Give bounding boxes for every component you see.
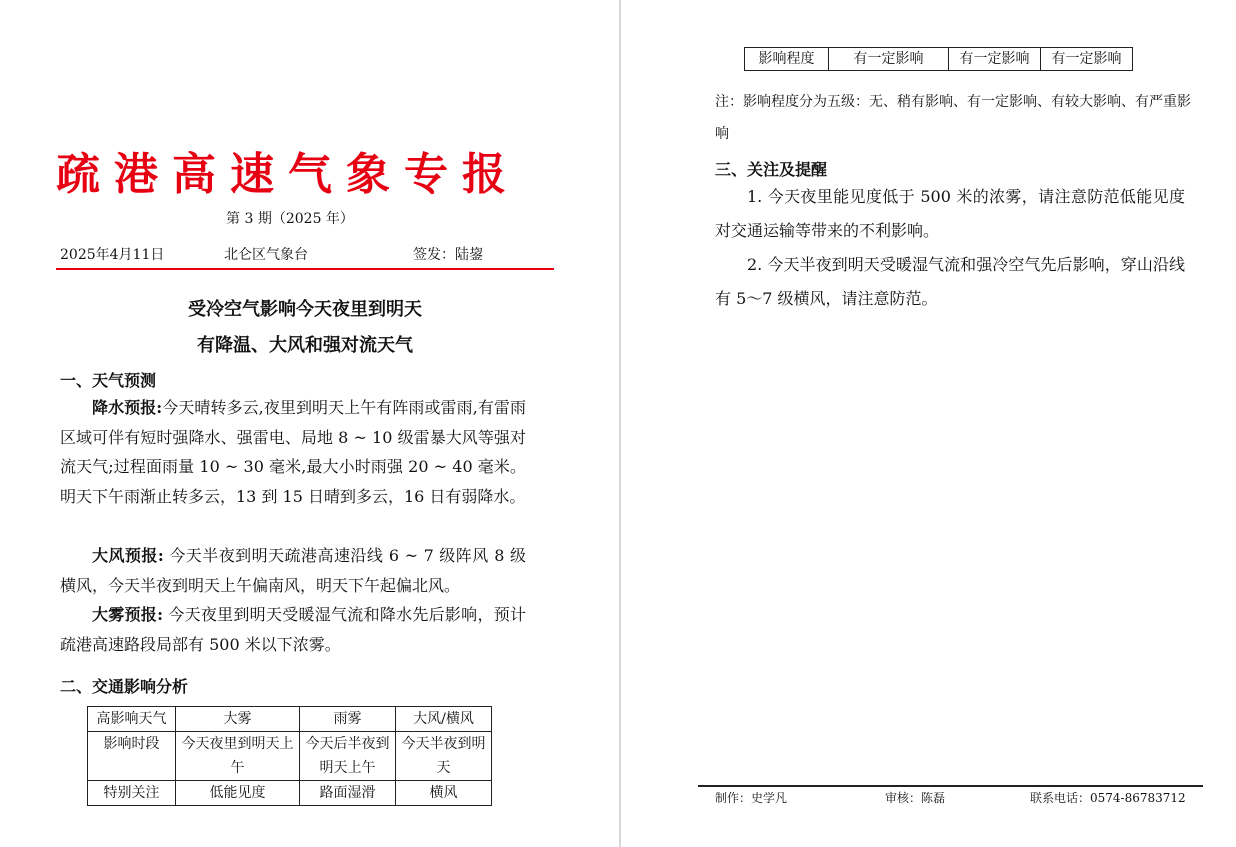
table-header-cell: 大风/横风 <box>396 707 492 732</box>
report-signer: 签发：陆鋆 <box>413 247 483 263</box>
section2-heading: 二、交通影响分析 <box>60 677 189 696</box>
wind-label: 大风预报: <box>92 546 164 565</box>
table-cell: 低能见度 <box>176 781 300 806</box>
page-right <box>622 0 1236 847</box>
fog-text: 今天夜里到明天受暖湿气流和降水先后影响，预计疏港高速路段局部有 500 米以下浓雾。 <box>60 605 526 654</box>
table-cell: 今天半夜到明天 <box>396 732 492 781</box>
report-agency: 北仑区气象台 <box>224 247 308 263</box>
table-header-cell: 雨雾 <box>300 707 396 732</box>
page-divider <box>619 0 621 847</box>
fog-forecast <box>60 600 526 659</box>
table-cell: 今天后半夜到明天上午 <box>300 732 396 781</box>
table-cell: 有一定影响 <box>829 48 949 71</box>
issue-number: 第 3 期（2025 年） <box>226 211 354 227</box>
table-cell: 特别关注 <box>88 781 176 806</box>
wind-text: 今天半夜到明天疏港高速沿线 6 ~ 7 级阵风 8 级横风，今天半夜到明天上午偏南风，明天下午起偏北风。 <box>60 546 526 595</box>
rain-forecast <box>60 393 526 511</box>
footer-rule <box>698 785 1203 787</box>
reminder-item-1: 1. 今天夜里能见度低于 500 米的浓雾，请注意防范低能见度对交通运输等带来的不利影响。 <box>715 187 1185 240</box>
report-title: 疏港高速气象专报 <box>56 149 520 200</box>
table-row <box>88 732 492 781</box>
table-row <box>88 781 492 806</box>
impact-table <box>87 706 492 806</box>
headline-line1: 受冷空气影响今天夜里到明天 <box>188 299 422 320</box>
red-rule <box>56 268 554 270</box>
headline-line2: 有降温、大风和强对流天气 <box>197 335 413 356</box>
impact-degree-table <box>744 47 1133 71</box>
impact-note: 注：影响程度分为五级：无、稍有影响、有一定影响、有较大影响、有严重影响 <box>715 94 1191 142</box>
table-cell: 横风 <box>396 781 492 806</box>
section3-heading: 三、关注及提醒 <box>715 160 828 179</box>
wind-forecast <box>60 541 526 600</box>
table-row <box>745 48 1133 71</box>
table-cell: 影响程度 <box>745 48 829 71</box>
table-row <box>88 707 492 732</box>
table-cell: 有一定影响 <box>1041 48 1133 71</box>
table-header-cell: 高影响天气 <box>88 707 176 732</box>
table-header-cell: 大雾 <box>176 707 300 732</box>
table-cell: 影响时段 <box>88 732 176 781</box>
footer-producer: 制作：史学凡 <box>715 791 788 805</box>
fog-label: 大雾预报: <box>92 605 163 624</box>
table-cell: 有一定影响 <box>949 48 1041 71</box>
table-cell: 路面湿滑 <box>300 781 396 806</box>
section1-heading: 一、天气预测 <box>60 371 157 390</box>
meta-row <box>60 244 554 264</box>
rain-label: 降水预报: <box>92 398 163 417</box>
report-date: 2025年4月11日 <box>60 247 165 263</box>
reminder-item-2: 2. 今天半夜到明天受暖湿气流和强冷空气先后影响，穿山沿线有 5～7 级横风，请注意防范。 <box>715 255 1185 308</box>
table-cell: 今天夜里到明天上午 <box>176 732 300 781</box>
rain-text: 今天晴转多云,夜里到明天上午有阵雨或雷雨,有雷雨区域可伴有短时强降水、强雷电、局地 8 ~ 10 级雷暴大风等强对流天气;过程面雨量 10 ~ 30 毫米,最大小时雨强 20 ~ 40 毫米。明天下午雨渐止转多云，13 到 15 日晴到多云，16 日有弱降水。 <box>60 398 526 506</box>
footer-phone: 联系电话：0574-86783712 <box>1030 791 1186 805</box>
footer-reviewer: 审核：陈磊 <box>885 791 946 805</box>
